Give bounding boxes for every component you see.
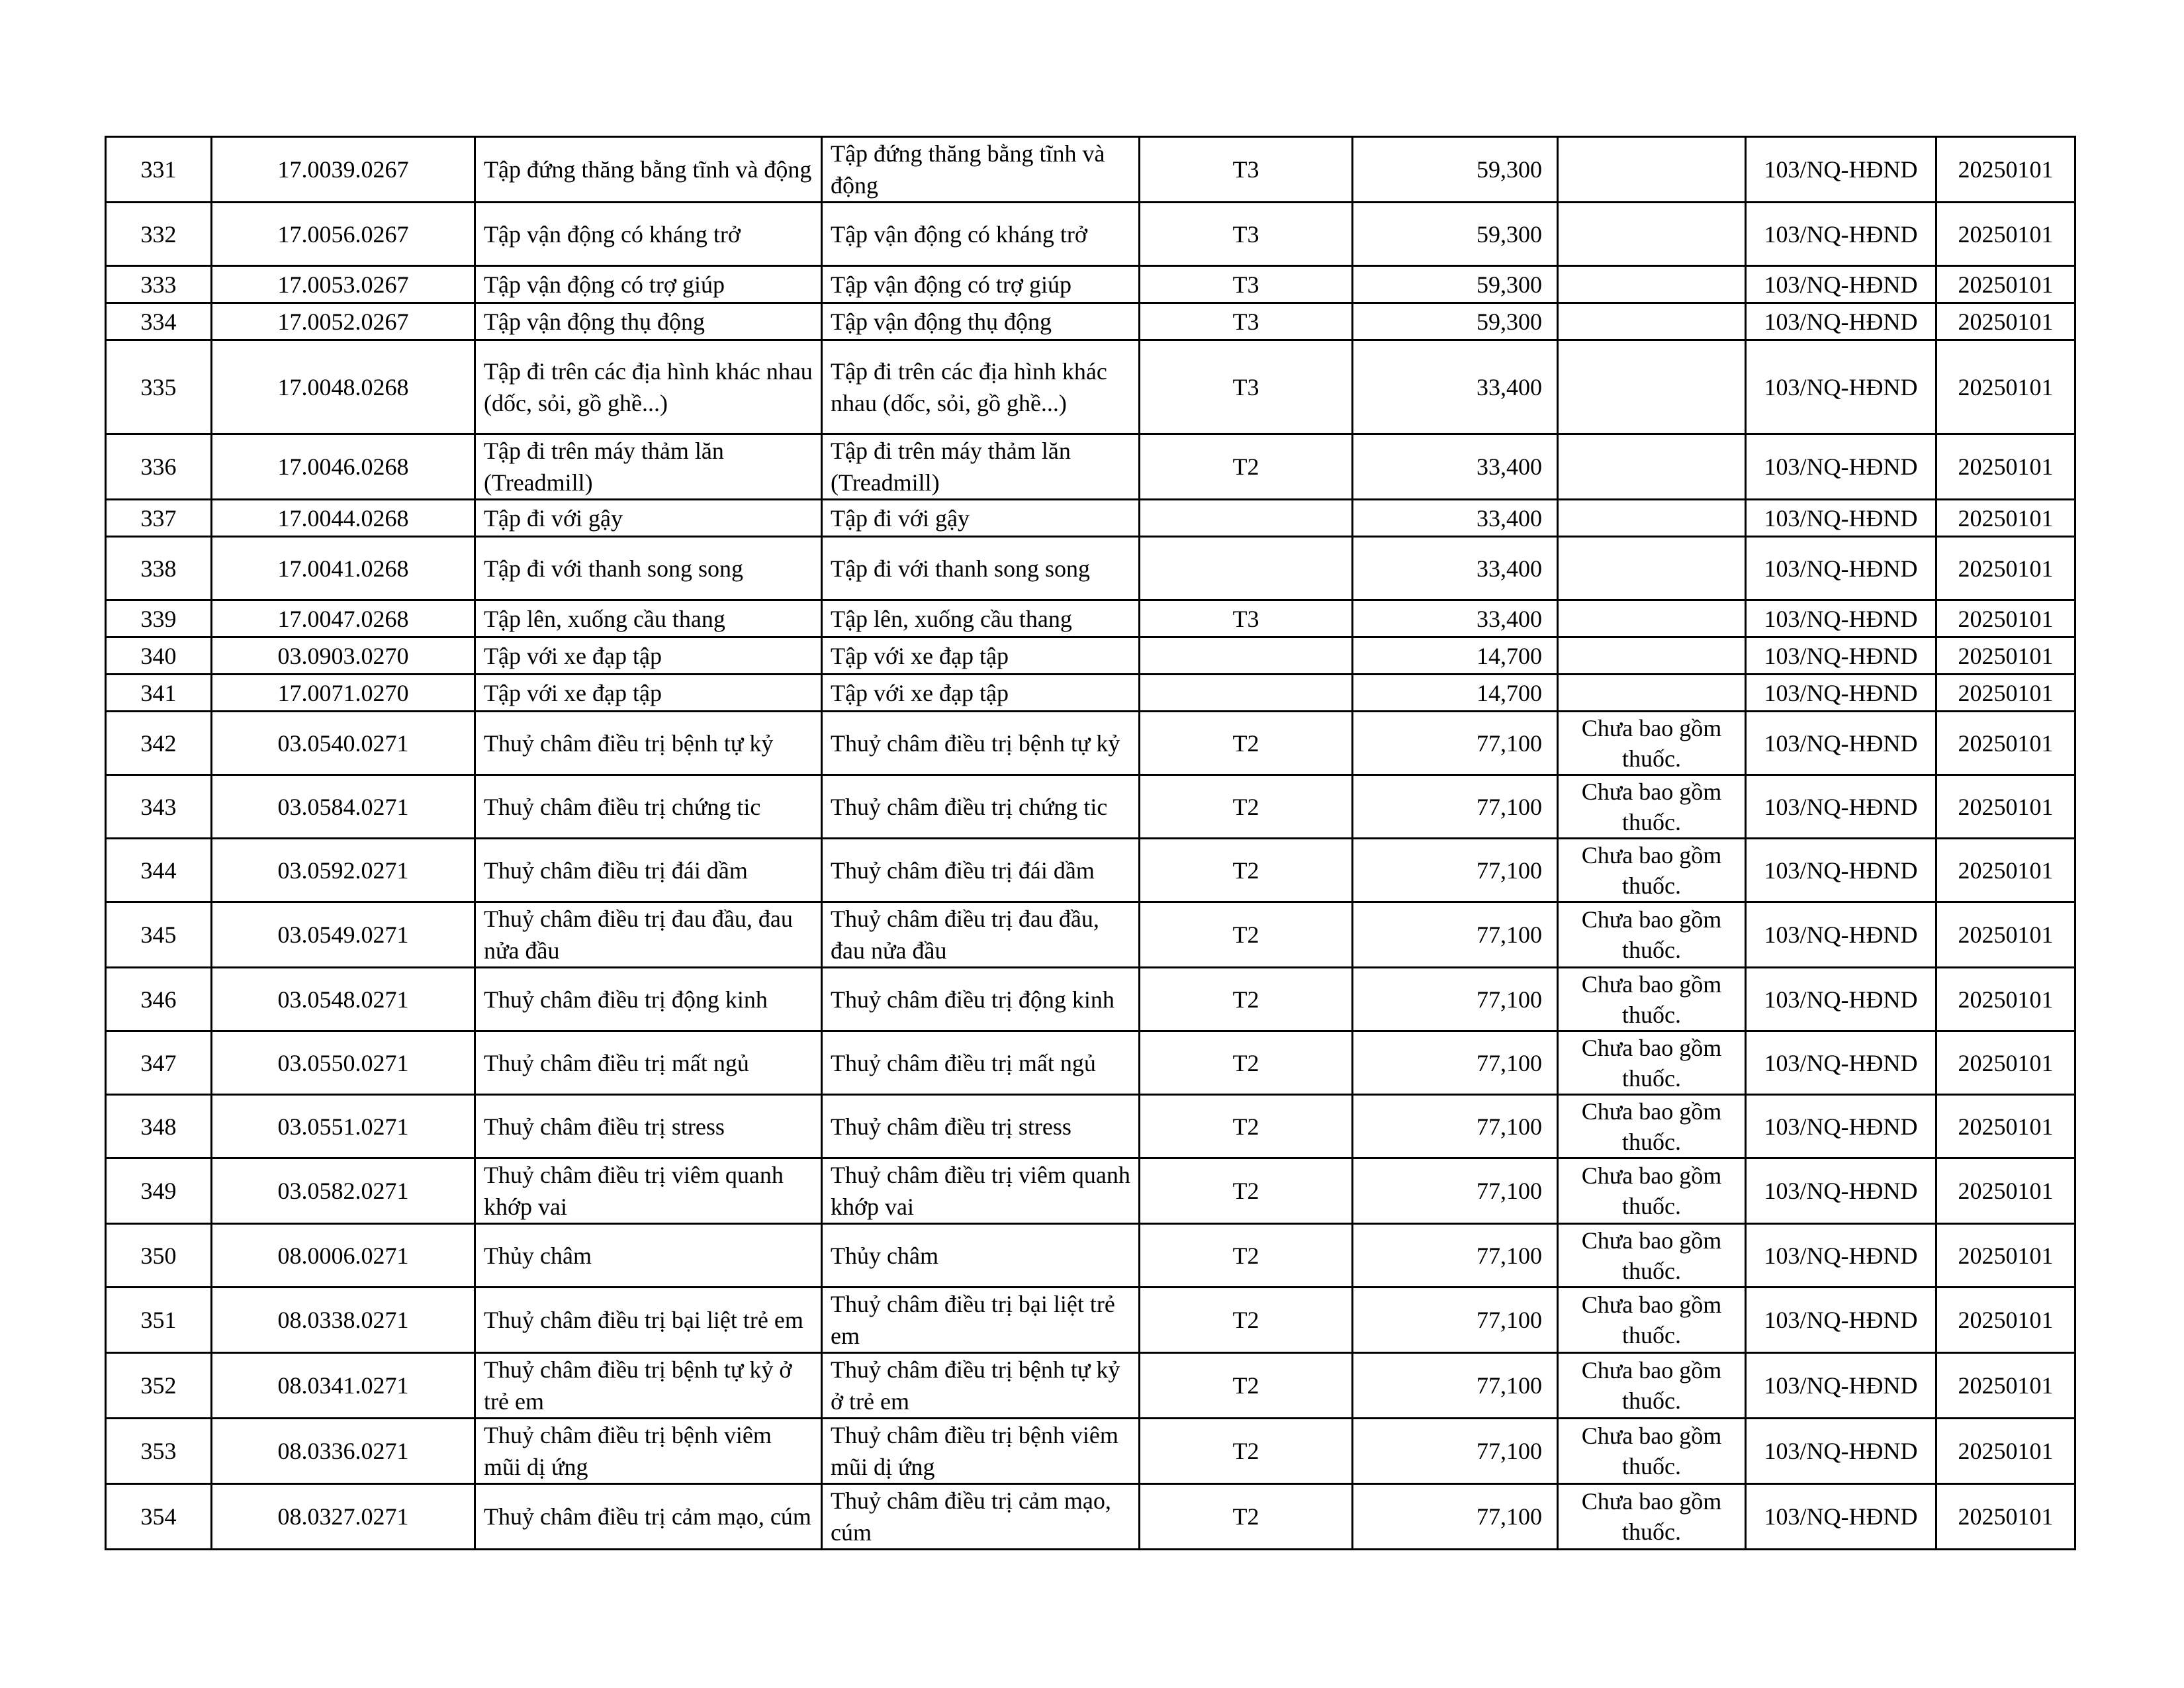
service-class: T3 [1140,303,1353,340]
service-note [1558,637,1746,675]
service-price: 77,100 [1353,712,1558,775]
resolution-number: 103/NQ-HĐND [1746,340,1936,434]
service-class [1140,675,1353,712]
resolution-number: 103/NQ-HĐND [1746,775,1936,839]
service-name: Tập với xe đạp tập [475,675,822,712]
service-name: Tập đi với gậy [475,500,822,537]
table-body [106,137,2075,1550]
service-class: T2 [1140,902,1353,968]
service-name: Tập vận động có trợ giúp [475,266,822,303]
effective-date: 20250101 [1936,1353,2075,1419]
table-row [106,1158,2075,1224]
effective-date: 20250101 [1936,203,2075,266]
row-number: 334 [106,303,212,340]
service-price: 14,700 [1353,675,1558,712]
effective-date: 20250101 [1936,637,2075,675]
service-name: Thuỷ châm điều trị stress [475,1095,822,1158]
service-code: 03.0549.0271 [212,902,475,968]
row-number: 336 [106,434,212,500]
service-note [1558,203,1746,266]
service-note: Chưa bao gồm thuốc. [1558,1224,1746,1288]
effective-date: 20250101 [1936,1095,2075,1158]
service-note: Chưa bao gồm thuốc. [1558,712,1746,775]
service-code: 17.0046.0268 [212,434,475,500]
effective-date: 20250101 [1936,712,2075,775]
service-code: 08.0336.0271 [212,1419,475,1484]
resolution-number: 103/NQ-HĐND [1746,675,1936,712]
service-note: Chưa bao gồm thuốc. [1558,1353,1746,1419]
service-price: 77,100 [1353,1484,1558,1550]
service-price: 33,400 [1353,537,1558,600]
service-code: 03.0551.0271 [212,1095,475,1158]
resolution-number: 103/NQ-HĐND [1746,500,1936,537]
row-number: 340 [106,637,212,675]
service-name-alt: Thuỷ châm điều trị bệnh tự kỷ ở trẻ em [822,1353,1140,1419]
service-code: 03.0540.0271 [212,712,475,775]
table-row [106,303,2075,340]
resolution-number: 103/NQ-HĐND [1746,637,1936,675]
effective-date: 20250101 [1936,600,2075,637]
service-name-alt: Tập đi với gậy [822,500,1140,537]
service-price: 77,100 [1353,968,1558,1031]
service-class: T2 [1140,1288,1353,1353]
row-number: 351 [106,1288,212,1353]
service-name-alt: Thuỷ châm điều trị viêm quanh khớp vai [822,1158,1140,1224]
service-note [1558,137,1746,203]
service-class: T2 [1140,434,1353,500]
service-class: T2 [1140,839,1353,902]
effective-date: 20250101 [1936,1158,2075,1224]
service-class: T3 [1140,266,1353,303]
service-name-alt: Tập đi với thanh song song [822,537,1140,600]
row-number: 332 [106,203,212,266]
row-number: 335 [106,340,212,434]
service-note [1558,434,1746,500]
effective-date: 20250101 [1936,266,2075,303]
service-name: Tập vận động thụ động [475,303,822,340]
effective-date: 20250101 [1936,1224,2075,1288]
table-row [106,203,2075,266]
resolution-number: 103/NQ-HĐND [1746,266,1936,303]
service-code: 17.0047.0268 [212,600,475,637]
row-number: 352 [106,1353,212,1419]
service-note [1558,675,1746,712]
service-code: 17.0044.0268 [212,500,475,537]
service-name: Thủy châm [475,1224,822,1288]
service-name-alt: Thuỷ châm điều trị bệnh viêm mũi dị ứng [822,1419,1140,1484]
service-name-alt: Thủy châm [822,1224,1140,1288]
row-number: 343 [106,775,212,839]
service-price: 77,100 [1353,1031,1558,1095]
service-class: T2 [1140,1158,1353,1224]
service-class: T2 [1140,968,1353,1031]
effective-date: 20250101 [1936,839,2075,902]
service-name-alt: Thuỷ châm điều trị bệnh tự kỷ [822,712,1140,775]
service-code: 08.0338.0271 [212,1288,475,1353]
row-number: 347 [106,1031,212,1095]
service-name-alt: Tập đi trên các địa hình khác nhau (dốc, sỏi, gồ ghề...) [822,340,1140,434]
effective-date: 20250101 [1936,434,2075,500]
resolution-number: 103/NQ-HĐND [1746,839,1936,902]
resolution-number: 103/NQ-HĐND [1746,1288,1936,1353]
table-row [106,712,2075,775]
effective-date: 20250101 [1936,968,2075,1031]
service-code: 17.0053.0267 [212,266,475,303]
service-name: Thuỷ châm điều trị bại liệt trẻ em [475,1288,822,1353]
resolution-number: 103/NQ-HĐND [1746,1158,1936,1224]
service-price: 33,400 [1353,434,1558,500]
service-name-alt: Thuỷ châm điều trị stress [822,1095,1140,1158]
resolution-number: 103/NQ-HĐND [1746,968,1936,1031]
service-price: 77,100 [1353,1288,1558,1353]
service-price: 33,400 [1353,500,1558,537]
service-code: 17.0056.0267 [212,203,475,266]
service-price: 14,700 [1353,637,1558,675]
service-name: Tập đứng thăng bằng tĩnh và động [475,137,822,203]
service-name: Tập đi trên máy thảm lăn (Treadmill) [475,434,822,500]
service-code: 17.0071.0270 [212,675,475,712]
service-name-alt: Thuỷ châm điều trị bại liệt trẻ em [822,1288,1140,1353]
service-name: Tập vận động có kháng trở [475,203,822,266]
service-note: Chưa bao gồm thuốc. [1558,1158,1746,1224]
service-name-alt: Thuỷ châm điều trị cảm mạo, cúm [822,1484,1140,1550]
service-class: T2 [1140,1484,1353,1550]
service-note [1558,266,1746,303]
service-class [1140,537,1353,600]
service-price: 77,100 [1353,1158,1558,1224]
service-name: Tập lên, xuống cầu thang [475,600,822,637]
table-row [106,500,2075,537]
service-name: Thuỷ châm điều trị bệnh viêm mũi dị ứng [475,1419,822,1484]
service-code: 03.0550.0271 [212,1031,475,1095]
effective-date: 20250101 [1936,1031,2075,1095]
service-note [1558,340,1746,434]
effective-date: 20250101 [1936,500,2075,537]
row-number: 350 [106,1224,212,1288]
service-class: T2 [1140,1353,1353,1419]
table-row [106,1224,2075,1288]
service-name-alt: Tập vận động có trợ giúp [822,266,1140,303]
resolution-number: 103/NQ-HĐND [1746,1031,1936,1095]
table-row [106,775,2075,839]
resolution-number: 103/NQ-HĐND [1746,537,1936,600]
row-number: 333 [106,266,212,303]
service-note: Chưa bao gồm thuốc. [1558,902,1746,968]
service-code: 08.0006.0271 [212,1224,475,1288]
effective-date: 20250101 [1936,137,2075,203]
service-name-alt: Tập vận động có kháng trở [822,203,1140,266]
service-name: Thuỷ châm điều trị chứng tic [475,775,822,839]
service-code: 03.0592.0271 [212,839,475,902]
row-number: 331 [106,137,212,203]
service-price: 33,400 [1353,340,1558,434]
service-name: Thuỷ châm điều trị viêm quanh khớp vai [475,1158,822,1224]
row-number: 345 [106,902,212,968]
service-price: 59,300 [1353,303,1558,340]
service-code: 03.0903.0270 [212,637,475,675]
service-class: T2 [1140,1419,1353,1484]
service-code: 03.0548.0271 [212,968,475,1031]
service-code: 17.0052.0267 [212,303,475,340]
resolution-number: 103/NQ-HĐND [1746,303,1936,340]
service-name: Tập với xe đạp tập [475,637,822,675]
row-number: 341 [106,675,212,712]
service-note: Chưa bao gồm thuốc. [1558,1031,1746,1095]
service-class: T2 [1140,712,1353,775]
table-row [106,1095,2075,1158]
table-row [106,839,2075,902]
table-row [106,675,2075,712]
resolution-number: 103/NQ-HĐND [1746,712,1936,775]
service-name: Tập đi trên các địa hình khác nhau (dốc, sỏi, gồ ghề...) [475,340,822,434]
row-number: 346 [106,968,212,1031]
service-price: 77,100 [1353,839,1558,902]
effective-date: 20250101 [1936,537,2075,600]
service-code: 17.0048.0268 [212,340,475,434]
service-class: T2 [1140,1224,1353,1288]
service-note: Chưa bao gồm thuốc. [1558,1288,1746,1353]
service-note [1558,500,1746,537]
service-price: 77,100 [1353,1353,1558,1419]
service-price: 59,300 [1353,203,1558,266]
service-class: T3 [1140,600,1353,637]
row-number: 337 [106,500,212,537]
effective-date: 20250101 [1936,1419,2075,1484]
service-price: 59,300 [1353,266,1558,303]
service-code: 03.0582.0271 [212,1158,475,1224]
service-name-alt: Thuỷ châm điều trị đái dầm [822,839,1140,902]
table-row [106,902,2075,968]
table-row [106,600,2075,637]
service-class: T3 [1140,137,1353,203]
service-code: 03.0584.0271 [212,775,475,839]
row-number: 342 [106,712,212,775]
row-number: 344 [106,839,212,902]
service-price: 77,100 [1353,1419,1558,1484]
resolution-number: 103/NQ-HĐND [1746,137,1936,203]
resolution-number: 103/NQ-HĐND [1746,434,1936,500]
table-row [106,968,2075,1031]
service-code: 08.0327.0271 [212,1484,475,1550]
service-name-alt: Tập đi trên máy thảm lăn (Treadmill) [822,434,1140,500]
service-name-alt: Tập đứng thăng bằng tĩnh và động [822,137,1140,203]
service-name: Thuỷ châm điều trị đau đầu, đau nửa đầu [475,902,822,968]
effective-date: 20250101 [1936,775,2075,839]
table-row [106,340,2075,434]
table-row [106,1353,2075,1419]
service-name-alt: Tập vận động thụ động [822,303,1140,340]
service-name-alt: Thuỷ châm điều trị đau đầu, đau nửa đầu [822,902,1140,968]
table-row [106,537,2075,600]
service-class [1140,637,1353,675]
service-name-alt: Tập với xe đạp tập [822,675,1140,712]
service-class: T3 [1140,203,1353,266]
service-note [1558,600,1746,637]
resolution-number: 103/NQ-HĐND [1746,902,1936,968]
service-name-alt: Tập lên, xuống cầu thang [822,600,1140,637]
service-name-alt: Thuỷ châm điều trị mất ngủ [822,1031,1140,1095]
service-note [1558,537,1746,600]
service-name: Thuỷ châm điều trị động kinh [475,968,822,1031]
effective-date: 20250101 [1936,1288,2075,1353]
row-number: 354 [106,1484,212,1550]
service-class: T2 [1140,1095,1353,1158]
service-price: 33,400 [1353,600,1558,637]
row-number: 349 [106,1158,212,1224]
service-note: Chưa bao gồm thuốc. [1558,1419,1746,1484]
service-code: 08.0341.0271 [212,1353,475,1419]
service-name: Tập đi với thanh song song [475,537,822,600]
service-class: T2 [1140,1031,1353,1095]
effective-date: 20250101 [1936,1484,2075,1550]
service-name-alt: Thuỷ châm điều trị chứng tic [822,775,1140,839]
service-class: T3 [1140,340,1353,434]
service-price: 77,100 [1353,1224,1558,1288]
resolution-number: 103/NQ-HĐND [1746,1095,1936,1158]
service-note [1558,303,1746,340]
service-name: Thuỷ châm điều trị bệnh tự kỷ ở trẻ em [475,1353,822,1419]
service-name: Thuỷ châm điều trị bệnh tự kỷ [475,712,822,775]
service-name: Thuỷ châm điều trị cảm mạo, cúm [475,1484,822,1550]
resolution-number: 103/NQ-HĐND [1746,203,1936,266]
service-name: Thuỷ châm điều trị mất ngủ [475,1031,822,1095]
service-name-alt: Thuỷ châm điều trị động kinh [822,968,1140,1031]
resolution-number: 103/NQ-HĐND [1746,1484,1936,1550]
service-class: T2 [1140,775,1353,839]
resolution-number: 103/NQ-HĐND [1746,1419,1936,1484]
table-row [106,434,2075,500]
service-price: 77,100 [1353,902,1558,968]
effective-date: 20250101 [1936,902,2075,968]
service-name-alt: Tập với xe đạp tập [822,637,1140,675]
row-number: 338 [106,537,212,600]
service-price: 77,100 [1353,1095,1558,1158]
price-table [105,136,2076,1550]
service-price: 77,100 [1353,775,1558,839]
service-note: Chưa bao gồm thuốc. [1558,839,1746,902]
row-number: 348 [106,1095,212,1158]
row-number: 339 [106,600,212,637]
resolution-number: 103/NQ-HĐND [1746,600,1936,637]
table-row [106,137,2075,203]
resolution-number: 103/NQ-HĐND [1746,1353,1936,1419]
service-class [1140,500,1353,537]
service-note: Chưa bao gồm thuốc. [1558,1484,1746,1550]
effective-date: 20250101 [1936,340,2075,434]
row-number: 353 [106,1419,212,1484]
service-code: 17.0041.0268 [212,537,475,600]
table-row [106,1288,2075,1353]
effective-date: 20250101 [1936,675,2075,712]
service-price: 59,300 [1353,137,1558,203]
service-name: Thuỷ châm điều trị đái dầm [475,839,822,902]
service-note: Chưa bao gồm thuốc. [1558,1095,1746,1158]
table-row [106,1031,2075,1095]
table-row [106,266,2075,303]
table-row [106,1484,2075,1550]
service-note: Chưa bao gồm thuốc. [1558,775,1746,839]
service-code: 17.0039.0267 [212,137,475,203]
effective-date: 20250101 [1936,303,2075,340]
table-row [106,1419,2075,1484]
table-row [106,637,2075,675]
resolution-number: 103/NQ-HĐND [1746,1224,1936,1288]
service-note: Chưa bao gồm thuốc. [1558,968,1746,1031]
